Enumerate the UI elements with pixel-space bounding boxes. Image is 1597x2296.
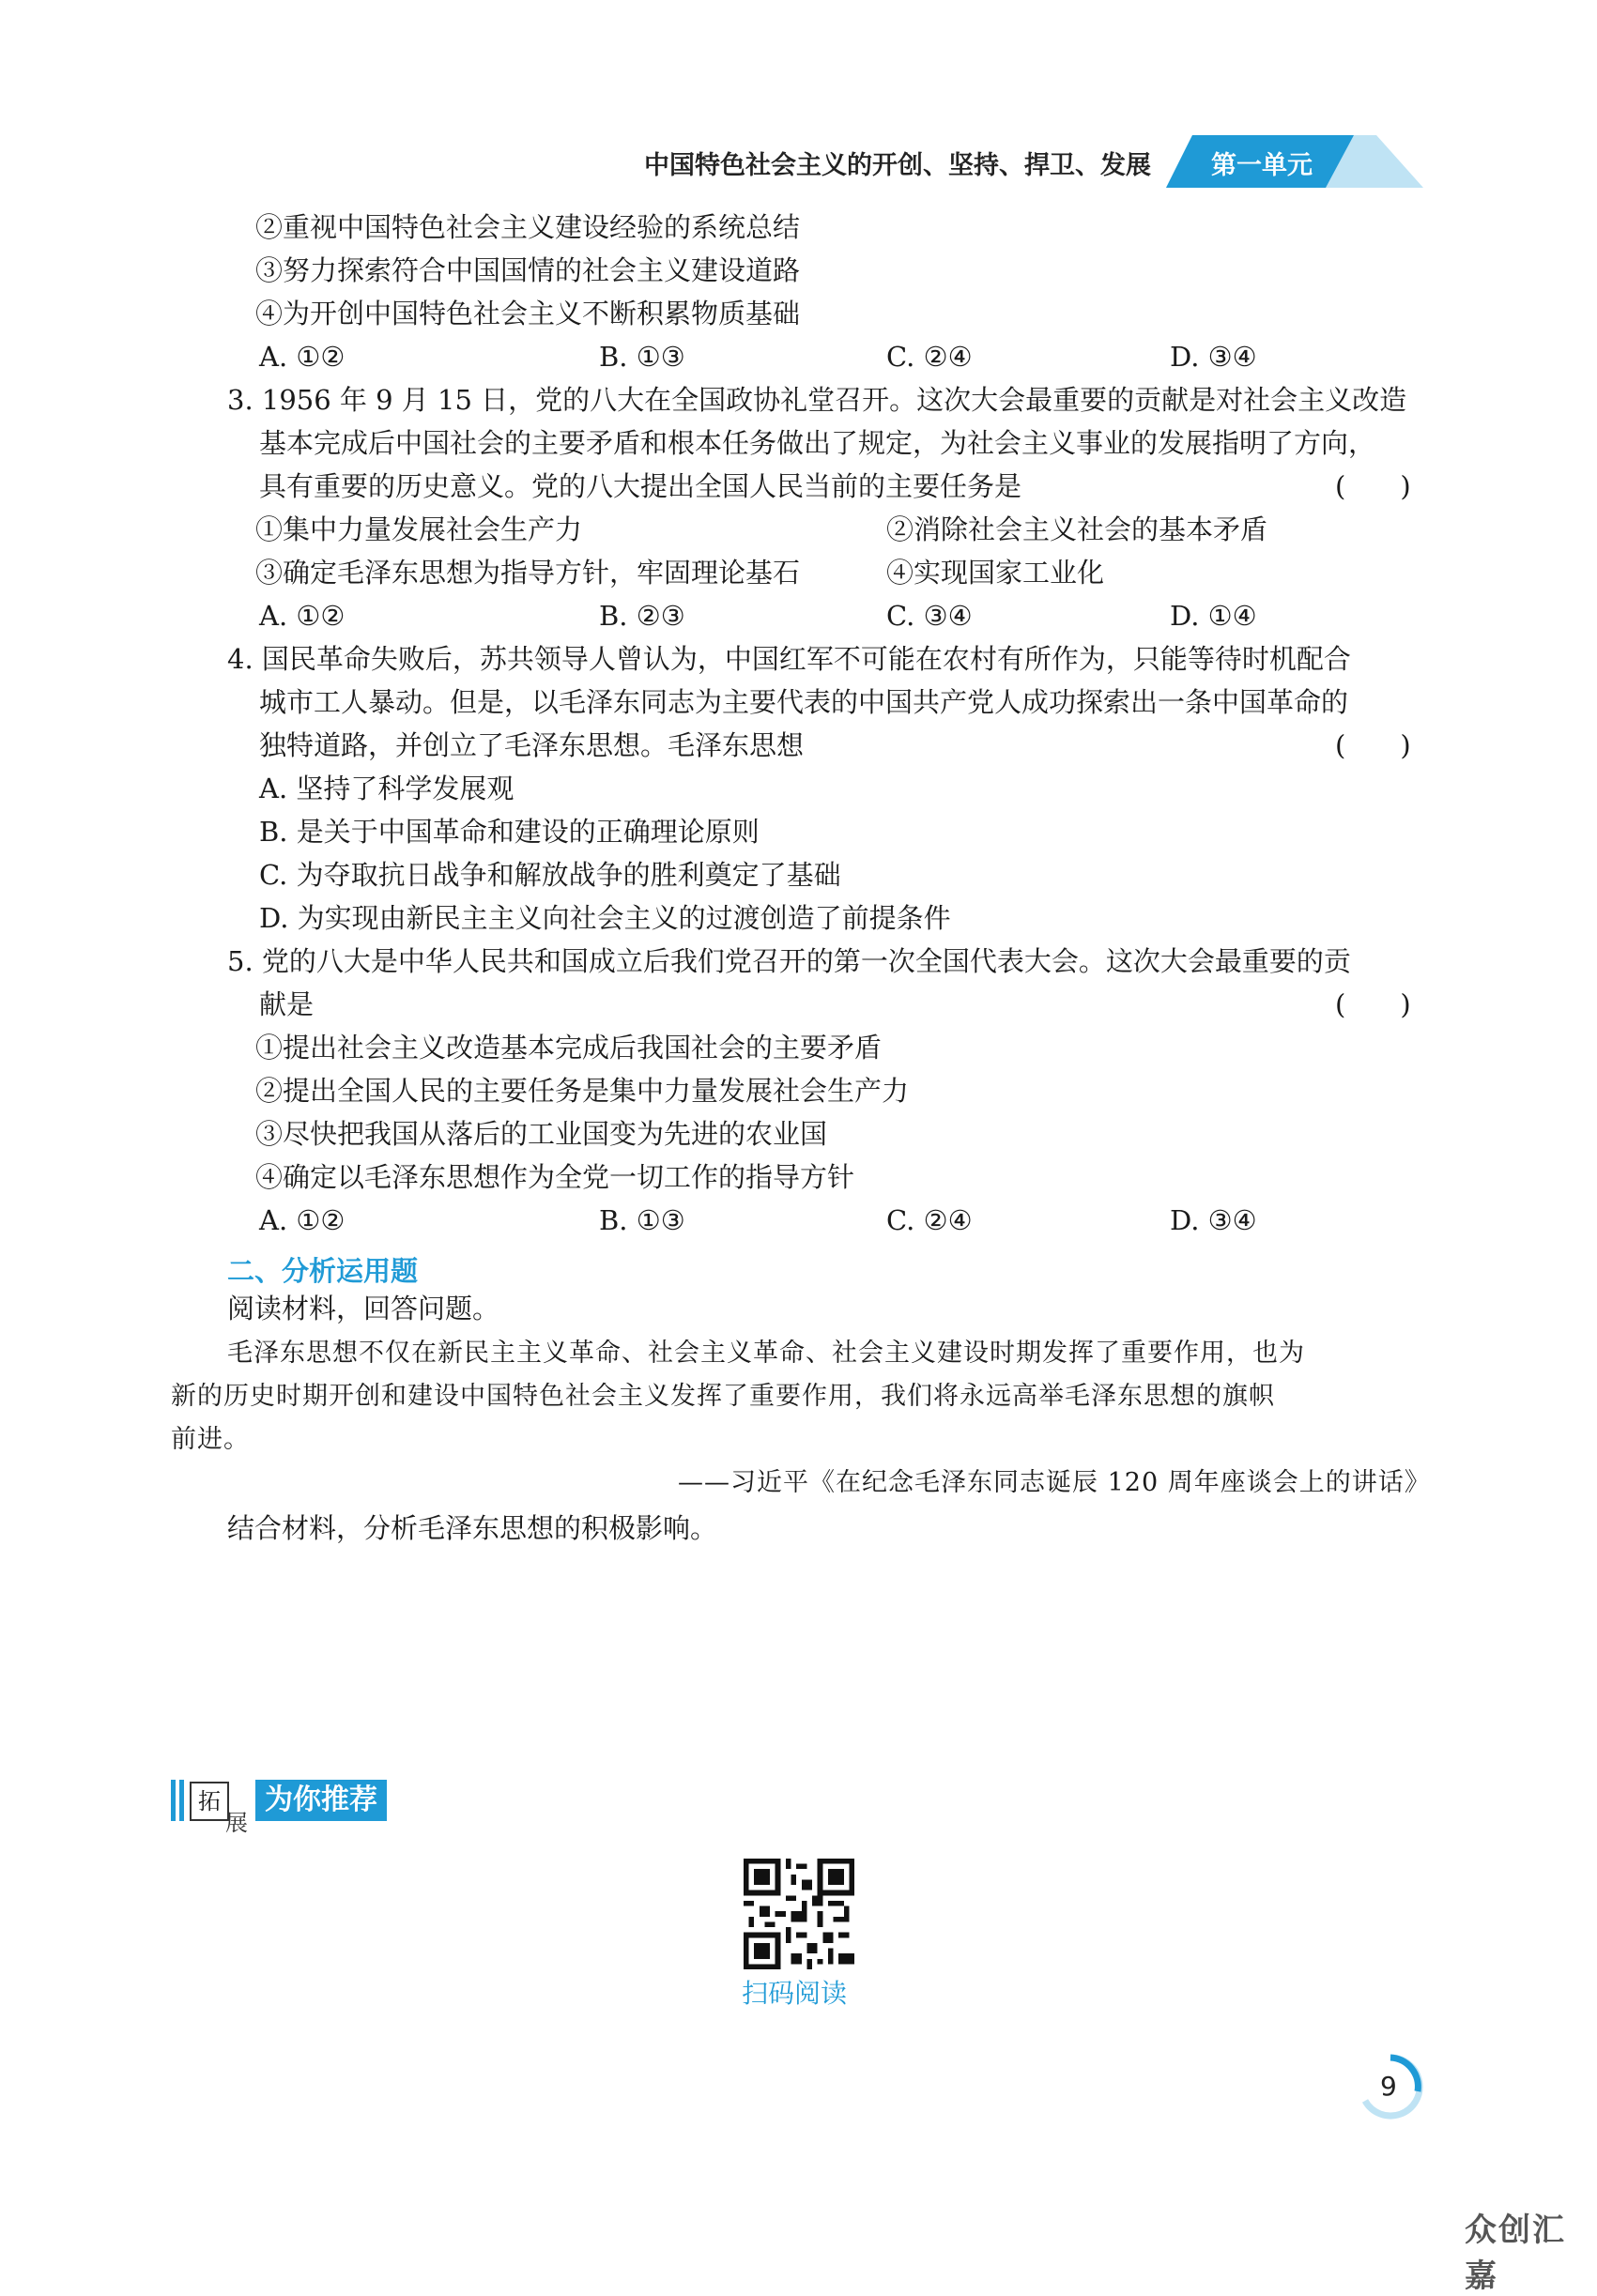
q3-stem-line-1: 3. 1956 年 9 月 15 日，党的八大在全国政协礼堂召开。这次大会最重要的贡献是对社会主义改造	[227, 384, 1407, 416]
unit-label: 第一单元	[1211, 151, 1313, 180]
q3-option-a[interactable]: A. ①②	[259, 600, 346, 632]
quote-line-1: 毛泽东思想不仅在新民主主义革命、社会主义革命、社会主义建设时期发挥了重要作用，也为	[227, 1339, 1305, 1368]
recommend-box-char: 拓	[190, 1782, 229, 1821]
recommend-sub-char: 展	[225, 1810, 248, 1836]
q4-stem-line-1: 4. 国民革命失败后，苏共领导人曾认为，中国红军不可能在农村有所作为，只能等待时机配合	[227, 643, 1351, 675]
q2-item-4: ④为开创中国特色社会主义不断积累物质基础	[255, 298, 801, 329]
q4-answer-blank[interactable]: ( )	[1335, 729, 1411, 761]
q5-stem-line-1: 5. 党的八大是中华人民共和国成立后我们党召开的第一次全国代表大会。这次大会最重要的贡	[227, 945, 1351, 977]
watermark: 众创汇嘉	[1465, 2212, 1566, 2295]
quote-line-2: 新的历史时期开创和建设中国特色社会主义发挥了重要作用，我们将永远高举毛泽东思想的旗帜	[171, 1382, 1275, 1411]
q5-stem-line-2: 献是	[259, 988, 315, 1020]
q5-option-b[interactable]: B. ①③	[599, 1204, 685, 1236]
page-number: 9	[1380, 2071, 1397, 2102]
q2-option-c[interactable]: C. ②④	[886, 341, 973, 373]
q2-item-3: ③努力探索符合中国国情的社会主义建设道路	[255, 254, 801, 286]
section2-intro: 阅读材料，回答问题。	[227, 1293, 500, 1324]
q5-option-d[interactable]: D. ③④	[1170, 1204, 1257, 1236]
recommend-bar-1	[171, 1780, 176, 1821]
q3-option-d[interactable]: D. ①④	[1170, 600, 1257, 632]
q4-option-c[interactable]: C. 为夺取抗日战争和解放战争的胜利奠定了基础	[259, 859, 841, 891]
header-title: 中国特色社会主义的开创、坚持、捍卫、发展	[644, 151, 1151, 180]
q5-option-a[interactable]: A. ①②	[259, 1204, 346, 1236]
q4-option-b[interactable]: B. 是关于中国革命和建设的正确理论原则	[259, 816, 760, 848]
q4-stem-line-2: 城市工人暴动。但是，以毛泽东同志为主要代表的中国共产党人成功探索出一条中国革命的	[259, 686, 1349, 718]
recommend-title: 为你推荐	[255, 1780, 387, 1821]
q5-item-4: ④确定以毛泽东思想作为全党一切工作的指导方针	[255, 1161, 855, 1193]
q2-item-2: ②重视中国特色社会主义建设经验的系统总结	[255, 211, 801, 243]
q3-option-c[interactable]: C. ③④	[886, 600, 973, 632]
q4-option-a[interactable]: A. 坚持了科学发展观	[259, 773, 514, 804]
qr-caption: 扫码阅读	[742, 1978, 848, 2009]
q4-stem-line-3: 独特道路，并创立了毛泽东思想。毛泽东思想	[259, 729, 805, 761]
q5-options	[0, 1203, 1597, 1237]
section-title: 二、分析运用题	[227, 1255, 419, 1287]
q3-answer-blank[interactable]: ( )	[1335, 470, 1411, 502]
q3-stem-line-3: 具有重要的历史意义。党的八大提出全国人民当前的主要任务是	[259, 470, 1022, 502]
q3-item-1: ①集中力量发展社会生产力	[255, 513, 583, 545]
q3-option-b[interactable]: B. ②③	[599, 600, 685, 632]
q3-item-4: ④实现国家工业化	[886, 557, 1105, 589]
qr-code-icon[interactable]	[744, 1859, 854, 1969]
q2-option-d[interactable]: D. ③④	[1170, 341, 1257, 373]
q3-options	[0, 599, 1597, 633]
q4-option-d[interactable]: D. 为实现由新民主主义向社会主义的过渡创造了前提条件	[259, 902, 951, 934]
q5-item-1: ①提出社会主义改造基本完成后我国社会的主要矛盾	[255, 1032, 883, 1064]
q3-item-2: ②消除社会主义社会的基本矛盾	[886, 513, 1268, 545]
section2-question: 结合材料，分析毛泽东思想的积极影响。	[227, 1512, 718, 1544]
q5-answer-blank[interactable]: ( )	[1335, 988, 1411, 1020]
q2-option-a[interactable]: A. ①②	[259, 341, 346, 373]
quote-line-3: 前进。	[171, 1425, 250, 1454]
quote-source: ——习近平《在纪念毛泽东同志诞辰 120 周年座谈会上的讲话》	[678, 1468, 1431, 1497]
q3-item-3: ③确定毛泽东思想为指导方针，牢固理论基石	[255, 557, 801, 589]
q5-item-2: ②提出全国人民的主要任务是集中力量发展社会生产力	[255, 1075, 910, 1107]
q5-option-c[interactable]: C. ②④	[886, 1204, 973, 1236]
q2-options	[0, 340, 1597, 374]
q3-stem-line-2: 基本完成后中国社会的主要矛盾和根本任务做出了规定，为社会主义事业的发展指明了方向，	[259, 427, 1376, 459]
q5-item-3: ③尽快把我国从落后的工业国变为先进的农业国	[255, 1118, 828, 1150]
q2-option-b[interactable]: B. ①③	[599, 341, 685, 373]
recommend-bar-2	[179, 1780, 184, 1821]
